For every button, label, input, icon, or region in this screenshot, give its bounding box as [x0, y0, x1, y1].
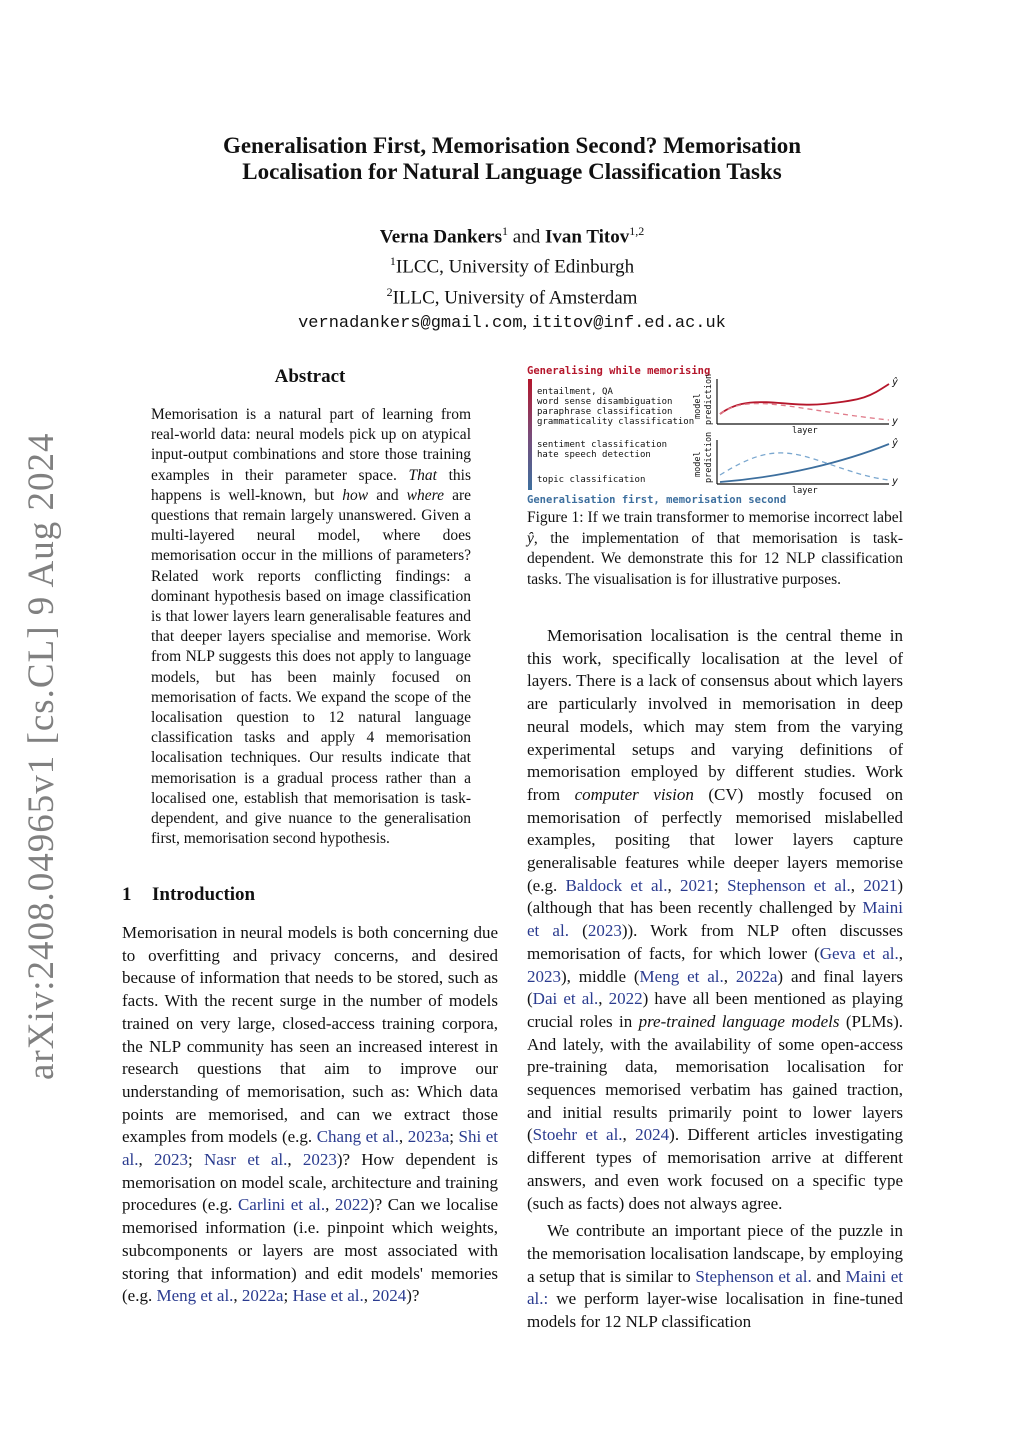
- citation-link[interactable]: 2022: [608, 989, 643, 1009]
- citation-link[interactable]: Hase et al.: [292, 1286, 364, 1306]
- citation-link[interactable]: 2023: [587, 921, 622, 941]
- title-line-1: Generalisation First, Memorisation Second? Memorisation: [222, 133, 802, 158]
- x-axis-label-top: layer: [792, 426, 818, 436]
- title-line-2: Localisation for Natural Language Classification Tasks: [242, 159, 782, 184]
- author-names: [120, 219, 904, 249]
- citation-link[interactable]: Maini et al.:: [527, 1266, 903, 1309]
- task-label: grammaticality classification: [537, 417, 695, 427]
- body-text: ) (although that has been recently challenged by: [527, 875, 903, 918]
- citation-link[interactable]: Stephenson et al.: [727, 875, 851, 895]
- cite-sep: ,: [898, 943, 903, 963]
- body-emphasis: computer vision: [574, 784, 694, 804]
- affiliation-1-mark: 1: [389, 254, 396, 269]
- cite-sep: ;: [283, 1286, 293, 1306]
- caption-symbol: ŷ: [527, 529, 534, 547]
- citation-link[interactable]: Meng et al.: [156, 1286, 234, 1306]
- email-separator: ,: [522, 310, 533, 332]
- cite-sep: ;: [188, 1150, 204, 1170]
- abstract-emphasis: how: [342, 486, 369, 504]
- cite-sep: ,: [138, 1150, 155, 1170]
- caption-text: Figure 1: If we train transformer to memorise incorrect label: [527, 509, 903, 526]
- figure-top-title: Generalising while memorising: [527, 365, 711, 377]
- y-axis-label-bottom-2: prediction: [704, 431, 714, 483]
- top-yhat-curve: [720, 384, 889, 414]
- paper-title: [120, 133, 904, 185]
- y-axis-label-top-1: model: [693, 393, 703, 419]
- gradient-bar: [528, 379, 532, 490]
- intro-text: )? How dependent is memorisation on model scale, architecture and training procedures (e.g.: [122, 1150, 498, 1215]
- x-axis-label-bottom: layer: [792, 486, 818, 496]
- cite-sep: ,: [598, 989, 609, 1009]
- cite-sep: ,: [850, 875, 864, 895]
- citation-link[interactable]: 2022a: [241, 1286, 284, 1306]
- body-text: We contribute an important piece of the puzzle in the memorisation localisation landscape, by employing a setup that is similar to: [527, 1221, 903, 1286]
- citation-link[interactable]: 2022: [334, 1195, 369, 1215]
- cite-sep: ,: [723, 966, 736, 986]
- affiliation-1-text: ILCC, University of Edinburgh: [395, 256, 635, 278]
- task-label: sentiment classification: [537, 440, 668, 450]
- right-column-text: [527, 625, 903, 1334]
- section-heading-introduction: [122, 884, 255, 906]
- citation-link[interactable]: 2023: [154, 1150, 189, 1170]
- body-text: ) have all been mentioned as playing crucial roles in: [527, 989, 903, 1031]
- abstract-text: [151, 405, 471, 849]
- body-emphasis: pre-trained language models: [638, 1011, 840, 1031]
- email-1[interactable]: vernadankers@gmail.com: [298, 313, 523, 333]
- cite-sep: ,: [287, 1150, 303, 1170]
- citation-link[interactable]: 2024: [635, 1125, 670, 1145]
- body-text: we perform layer-wise localisation in fine-tuned models for 12 NLP classification: [527, 1289, 903, 1332]
- cite-sep: ;: [714, 875, 728, 895]
- bottom-y-curve: [720, 453, 889, 480]
- cite-sep: ,: [233, 1286, 242, 1306]
- citation-link[interactable]: Stephenson et al.: [695, 1266, 812, 1286]
- cite-sep: ,: [363, 1286, 373, 1306]
- cite-sep: ,: [398, 1127, 408, 1147]
- affiliation-2: [120, 280, 904, 310]
- paragraph: [527, 625, 903, 1215]
- citation-link[interactable]: 2023: [527, 966, 561, 986]
- abstract-part: are questions that remain largely unanswered. Given a multi-layered neural model, where does memorisation occur in the millions of parameters? Related work reports conflicting findings: a dominant hypothesis based on image classification is that lower layers learn generalisable features and that deeper layers specialise and memorise. Work from NLP suggests this does not apply to language models, but has been mainly focused on memorisation of facts. We expand the scope of the localisation question to 12 natural language classification tasks and apply 4 memorisation localisation techniques. Our results indicate that memorisation is a gradual process rather than a localised one, establish that memorisation is task-dependent, and give nuance to the generalisation first, memorisation second hypothesis.: [151, 486, 472, 848]
- intro-text: )?: [406, 1286, 420, 1306]
- body-text: )). Work from NLP often discusses memorisation of facts, for which lower (: [527, 921, 903, 963]
- citation-link[interactable]: Meng et al.: [639, 966, 724, 986]
- cite-sep: ,: [667, 875, 681, 895]
- citation-link[interactable]: 2023a: [407, 1127, 450, 1147]
- abstract-emphasis: That: [408, 466, 437, 484]
- task-label: topic classification: [537, 475, 646, 485]
- label-yhat-top: ŷ: [892, 377, 899, 388]
- affiliation-2-text: ILLC, University of Amsterdam: [392, 286, 638, 308]
- figure-bottom-title: Generalisation first, memorisation second: [527, 494, 787, 506]
- citation-link[interactable]: Dai et al.: [532, 989, 599, 1009]
- citation-link[interactable]: Stoehr et al.: [532, 1125, 623, 1145]
- abstract-emphasis: where: [406, 486, 444, 504]
- body-text: (CV) mostly focused on memorisation of perfectly memorised mislabelled examples, positing that lower layers capture generalisable features while deeper layers memorise (e.g.: [527, 784, 904, 895]
- section-number: 1: [122, 884, 132, 905]
- citation-link[interactable]: Carlini et al.: [237, 1195, 326, 1215]
- citation-link[interactable]: 2021: [680, 875, 715, 895]
- body-text: ), middle (: [561, 966, 640, 986]
- label-y-bottom: y: [892, 476, 899, 487]
- citation-link[interactable]: 2021: [863, 875, 898, 895]
- task-label: word sense disambiguation: [537, 397, 673, 407]
- cite-sep: ,: [622, 1125, 636, 1145]
- citation-link[interactable]: 2023: [302, 1150, 337, 1170]
- introduction-paragraph: [122, 922, 498, 1308]
- cite-sep: ;: [449, 1127, 459, 1147]
- abstract-part: Memorisation is a natural part of learning from real-world data: neural models pick up on atypical input-output combinations and store those training examples in their parameter space.: [151, 406, 471, 484]
- arxiv-identifier: arXiv:2408.04965v1 [cs.CL] 9 Aug 2024: [21, 432, 62, 1080]
- citation-link[interactable]: Chang et al.: [316, 1127, 399, 1147]
- cite-sep: ,: [325, 1195, 335, 1215]
- top-y-curve: [720, 404, 889, 420]
- author-1-affil: 1: [502, 224, 509, 238]
- email-2[interactable]: ititov@inf.ed.ac.uk: [532, 313, 726, 333]
- author-1-name: Verna Dankers: [379, 226, 503, 248]
- abstract-part: and: [368, 486, 407, 504]
- affiliation-2-mark: 2: [386, 284, 393, 299]
- figure-1-caption: [527, 508, 903, 590]
- label-yhat-bottom: ŷ: [892, 438, 899, 449]
- citation-link[interactable]: Geva et al.: [819, 943, 899, 963]
- y-axis-label-top-2: prediction: [704, 373, 714, 425]
- y-axis-label-bottom-1: model: [693, 451, 703, 477]
- citation-link[interactable]: Nasr et al.: [203, 1150, 288, 1170]
- paragraph: [527, 1220, 903, 1334]
- abstract-part: this happens is well-known, but: [151, 466, 471, 504]
- citation-link[interactable]: Maini et al.: [527, 898, 903, 941]
- section-title: Introduction: [152, 884, 256, 905]
- body-text: and: [811, 1266, 846, 1286]
- bottom-yhat-curve: [720, 444, 889, 482]
- citation-link[interactable]: 2022a: [735, 966, 778, 986]
- label-y-top: y: [892, 416, 899, 427]
- cite-sep: (: [568, 921, 588, 941]
- body-text: (PLMs). And lately, with the availability of some open-access pre-training data, memorisation localisation for sequences memorised verbatim has gained traction, and initial results primarily point to lower layers (: [527, 1011, 903, 1145]
- author-block: [120, 219, 904, 336]
- intro-text: )? Can we localise memorised information (i.e. pinpoint which weights, subcomponents or layers are most associated with storing that information) and edit models' memories (e.g.: [122, 1195, 498, 1306]
- body-text: Memorisation localisation is the central theme in this work, specifically localisation at the level of layers. There is a lack of consensus about which layers are particularly involved in memorisation in deep neural models, which may stem from the varying experimental setups and varying definitions of memorisation employed by different studies. Work from: [527, 626, 903, 804]
- caption-text: , the implementation of that memorisation is task-dependent. We demonstrate this for 12 NLP classification tasks. The visualisation is for illustrative purposes.: [527, 529, 903, 588]
- body-text: ) and final layers (: [527, 966, 903, 1009]
- affiliation-1: [120, 249, 904, 279]
- abstract-heading: Abstract: [274, 366, 346, 387]
- task-label: paraphrase classification: [537, 407, 673, 417]
- citation-link[interactable]: 2024: [372, 1286, 407, 1306]
- author-2-name: Ivan Titov: [544, 226, 630, 248]
- task-label: entailment, QA: [537, 387, 613, 397]
- body-text: ). Different articles investigating different types of memorisation arrive at different answers, and even work focused on a specific type (such as facts) does not always agree.: [527, 1125, 904, 1213]
- author-emails: [120, 310, 904, 336]
- task-label: hate speech detection: [537, 450, 651, 460]
- author-2-affil: 1,2: [629, 224, 645, 238]
- author-and: and: [512, 226, 541, 248]
- citation-link[interactable]: Shi et al.: [122, 1127, 498, 1170]
- intro-text: Memorisation in neural models is both concerning due to overfitting and privacy concerns, and desired because of information that needs to be stored, such as facts. With the recent surge in the number of models trained on very large, closed-access training corpora, the NLP community has seen an increased interest in research questions that aim to improve our understanding of memorisation, such as: Which data points are memorised, and can we extract those examples from models (e.g.: [122, 923, 498, 1147]
- citation-link[interactable]: Baldock et al.: [565, 875, 668, 895]
- figure-1: [524, 362, 904, 508]
